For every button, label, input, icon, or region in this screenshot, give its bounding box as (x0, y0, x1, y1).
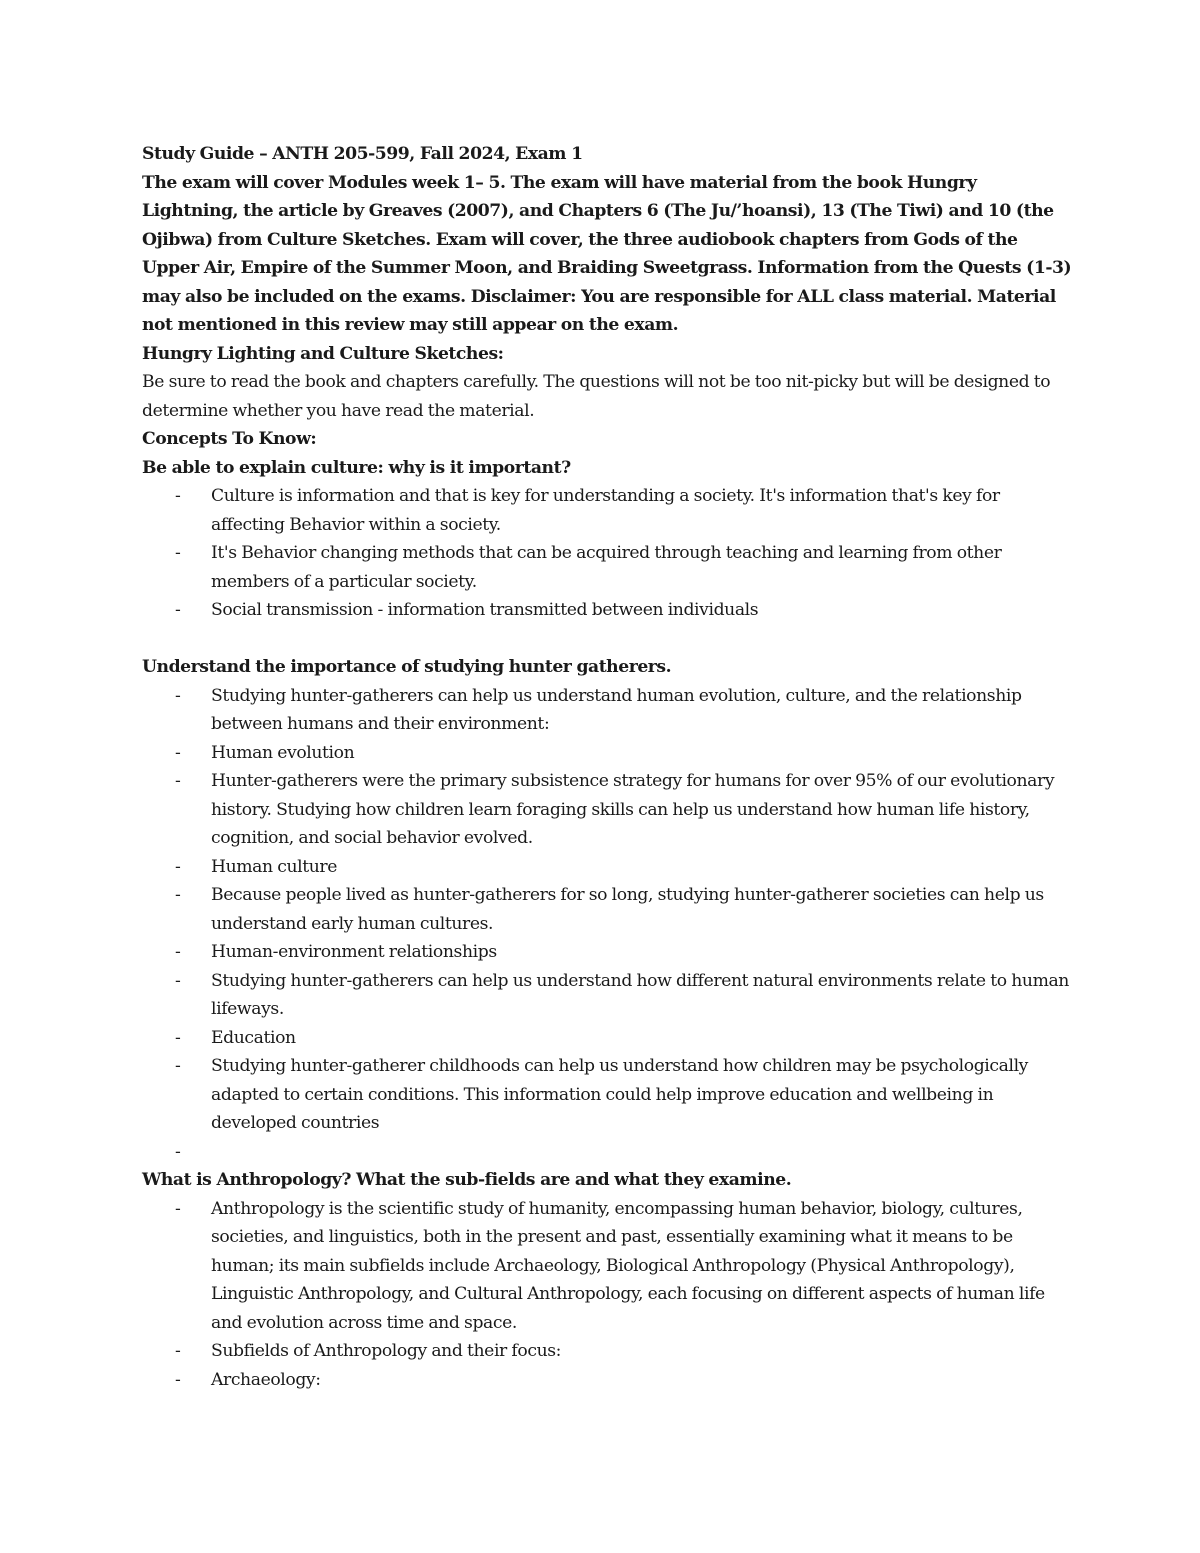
list-item-text: Human culture (211, 856, 337, 877)
list-item-text: It's Behavior changing methods that can be acquired through teaching and learning from other members of a particular society. (211, 543, 1002, 592)
anthropology-bullet-list (142, 1195, 1072, 1395)
section-heading-concepts: Concepts To Know: (142, 429, 317, 449)
list-item-text: Studying hunter-gatherers can help us understand how different natural environments relate to human lifeways. (211, 970, 1069, 1019)
bullet-marker: - (175, 1369, 181, 1390)
blank-line (142, 625, 1072, 654)
section-heading-culture: Be able to explain culture: why is it important? (142, 457, 571, 478)
list-item (142, 482, 1072, 539)
list-item (142, 682, 1072, 739)
list-item (142, 1366, 1072, 1395)
bullet-marker: - (175, 970, 181, 991)
culture-bullet-list (142, 482, 1072, 625)
list-item-text: Social transmission - information transmitted between individuals (211, 600, 759, 620)
bullet-marker: - (175, 1141, 181, 1162)
bullet-marker: - (175, 885, 181, 905)
bullet-marker: - (175, 543, 181, 563)
list-item-text: Human evolution (211, 742, 355, 763)
list-item-text: Culture is information and that is key for understanding a society. It's information that's key for affecting Behavior within a society. (211, 486, 1000, 535)
list-item-text: Subfields of Anthropology and their focus: (211, 1341, 562, 1361)
list-item (142, 1195, 1072, 1338)
list-item (142, 853, 1072, 882)
list-item (142, 539, 1072, 596)
list-item-empty (142, 1138, 1072, 1167)
list-item (142, 739, 1072, 768)
bullet-marker: - (175, 856, 181, 877)
list-item-text: Anthropology is the scientific study of humanity, encompassing human behavior, biology, cultures, societies, and linguistics, both in the present and past, essentially examining what it means to be human; its main subfields include Archaeology, Biological Anthropology (Physical Anthropology), Linguistic Anthropology, and Cultural Anthropology, each focusing on different aspects of human life and evolution across time and space. (211, 1198, 1045, 1333)
list-item-text: Studying hunter-gatherers can help us understand human evolution, culture, and the relationship between humans and their environment: (211, 685, 1022, 734)
section-heading-hunter-gatherers: Understand the importance of studying hunter gatherers. (142, 657, 672, 677)
hunter-gatherer-bullet-list (142, 682, 1072, 1167)
document-body (142, 140, 1072, 1394)
list-item (142, 767, 1072, 853)
bullet-marker: - (175, 600, 181, 620)
bullet-marker: - (175, 771, 181, 791)
bullet-marker: - (175, 1198, 181, 1219)
bullet-marker: - (175, 942, 181, 962)
list-item-text: Because people lived as hunter-gatherers for so long, studying hunter-gatherer societies can help us understand early human cultures. (211, 885, 1044, 934)
list-item (142, 596, 1072, 625)
list-item-text: Archaeology: (211, 1369, 321, 1390)
list-item (142, 1052, 1072, 1138)
bullet-marker: - (175, 685, 181, 706)
list-item (142, 967, 1072, 1024)
list-item (142, 1024, 1072, 1053)
section-heading-anthropology: What is Anthropology? What the sub-fields are and what they examine. (142, 1170, 792, 1190)
bullet-marker: - (175, 1027, 181, 1048)
list-item-text: Studying hunter-gatherer childhoods can help us understand how children may be psychologically adapted to certain conditions. This information could help improve education and wellbeing in developed countries (211, 1056, 1028, 1133)
list-item (142, 938, 1072, 967)
list-item-text: Education (211, 1027, 296, 1048)
document-title: Study Guide – ANTH 205-599, Fall 2024, Exam 1 (142, 144, 583, 164)
list-item-text: Human-environment relationships (211, 942, 497, 962)
list-item (142, 881, 1072, 938)
section-heading-books: Hungry Lighting and Culture Sketches: (142, 343, 504, 364)
list-item (142, 1337, 1072, 1366)
bullet-marker: - (175, 742, 181, 763)
bullet-marker: - (175, 1341, 181, 1361)
list-item-text: Hunter-gatherers were the primary subsistence strategy for humans for over 95% of our evolutionary history. Studying how children learn foraging skills can help us understand how human life history, cognition, and social behavior evolved. (211, 771, 1055, 848)
exam-coverage-paragraph: The exam will cover Modules week 1– 5. The exam will have material from the book Hungry Lightning, the article by Greaves (2007), and Chapters 6 (The Ju/’hoansi), 13 (The Tiwi) and 10 (the Ojibwa) from Culture Sketches. Exam will cover, the three audiobook chapters from Gods of the Upper Air, Empire of the Summer Moon, and Braiding Sweetgrass. Information from the Quests (1-3) may also be included on the exams. Disclaimer: You are responsible for ALL class material. Material not mentioned in this review may still appear on the exam. (142, 172, 1072, 335)
books-instructions-paragraph: Be sure to read the book and chapters carefully. The questions will not be too nit-picky but will be designed to determine whether you have read the material. (142, 372, 1051, 421)
bullet-marker: - (175, 1056, 181, 1076)
bullet-marker: - (175, 486, 181, 506)
